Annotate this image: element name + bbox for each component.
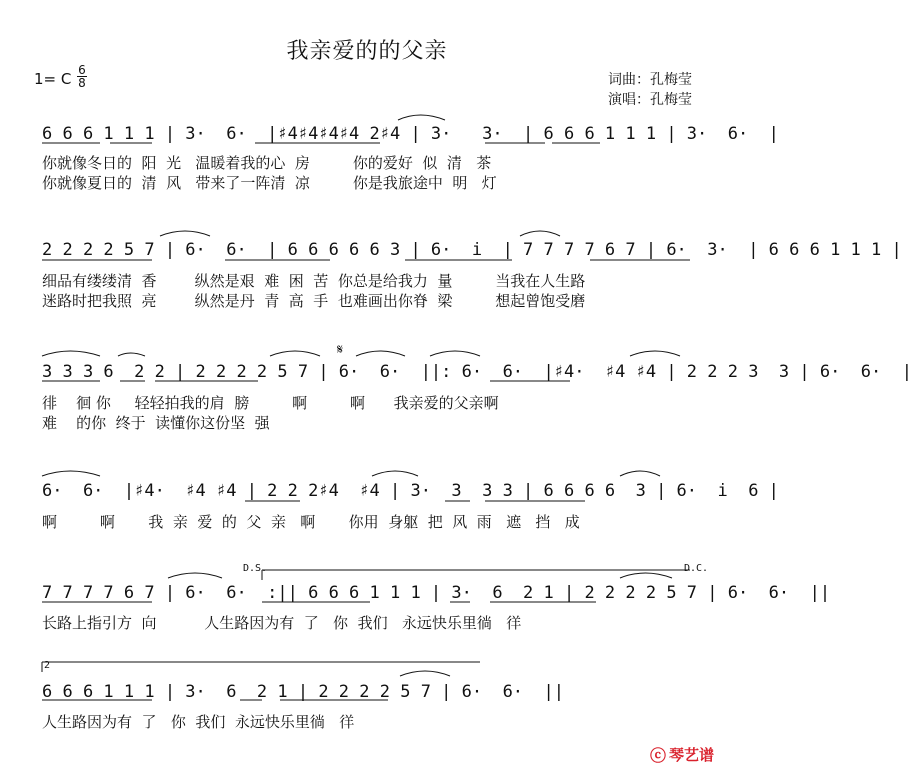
volta-2-label: 2 — [44, 660, 51, 671]
system-6-lyrics: 人生路因为有 了 你 我们 永远快乐里徜 徉 — [42, 713, 355, 731]
meter-bottom: 8 — [78, 76, 86, 90]
system-1-lyrics-verse-1: 你就像冬日的 阳 光 温暖着我的心 房 你的爱好 似 清 茶 — [42, 154, 492, 172]
system-3-notes: 3 3 3 6 2 2 | 2 2 2 2 5 7 | 6· 6· ||: 6· 6· |♯4· ♯4 ♯4 | 2 2 2 3 3 | 6· 6· | — [42, 362, 912, 382]
system-4-slurs — [42, 471, 660, 476]
system-1-slur — [398, 115, 445, 120]
volta-bracket-1 — [262, 570, 690, 580]
system-4-notes: 6· 6· |♯4· ♯4 ♯4 | 2 2 2♯4 ♯4 | 3· 3 3 3 | 6 6 6 6 3 | 6· i 6 | — [42, 481, 779, 501]
song-title: 我亲爱的的父亲 — [286, 39, 448, 64]
system-4-lyrics: 啊 啊 我 亲 爱 的 父 亲 啊 你用 身躯 把 风 雨 遮 挡 成 — [42, 513, 580, 531]
system-5-notes: 7 7 7 7 6 7 | 6· 6· :|| 6 6 6 1 1 1 | 3· 6 2 1 | 2 2 2 2 5 7 | 6· 6· || — [42, 583, 831, 603]
qinyipu-logo — [650, 743, 714, 766]
logo-mark-icon: ⓒ — [650, 746, 667, 765]
ds-marker: D.S. — [243, 563, 268, 574]
meter-top: 6 — [78, 63, 86, 77]
system-1-lyrics-verse-2: 你就像夏日的 清 风 带来了一阵清 凉 你是我旅途中 明 灯 — [42, 174, 497, 192]
system-2-lyrics-verse-2: 迷路时把我照 亮 纵然是丹 青 高 手 也难画出你脊 梁 想起曾饱受磨 — [42, 292, 586, 310]
volta-bracket-2 — [42, 662, 480, 672]
key-signature: 1= C — [34, 70, 72, 88]
system-2-lyrics-verse-1: 细品有缕缕清 香 纵然是艰 难 困 苦 你总是给我力 量 当我在人生路 — [42, 272, 586, 290]
lyricist-composer-credit: 词曲：孔梅莹 — [608, 72, 692, 88]
system-3-lyrics-verse-1: 徘 徊 你 轻轻拍我的肩 膀 啊 啊 我亲爱的父亲啊 — [42, 394, 499, 412]
system-5-slurs — [168, 573, 672, 578]
segno-sign: 𝄋 — [337, 342, 344, 358]
system-6-slur — [400, 671, 450, 676]
system-3-slurs — [42, 351, 680, 356]
system-5-lyrics: 长路上指引方 向 人生路因为有 了 你 我们 永远快乐里徜 徉 — [42, 614, 522, 632]
system-6-notes: 6 6 6 1 1 1 | 3· 6 2 1 | 2 2 2 2 5 7 | 6· 6· || — [42, 682, 564, 702]
system-2-notes: 2 2 2 2 5 7 | 6· 6· | 6 6 6 6 6 3 | 6· i | 7 7 7 7 6 7 | 6· 3· | 6 6 6 1 1 1 | — [42, 240, 902, 260]
logo-text: 琴艺谱 — [669, 746, 715, 764]
singer-credit: 演唱：孔梅莹 — [608, 92, 692, 108]
system-1-notes: 6 6 6 1 1 1 | 3· 6· |♯4♯4♯4♯4 2♯4 | 3· 3· | 6 6 6 1 1 1 | 3· 6· | — [42, 124, 779, 144]
system-2-slurs — [160, 231, 560, 236]
system-3-lyrics-verse-2: 难 的你 终于 读懂你这份坚 强 — [42, 414, 270, 432]
dc-marker: D.C. — [684, 563, 709, 574]
